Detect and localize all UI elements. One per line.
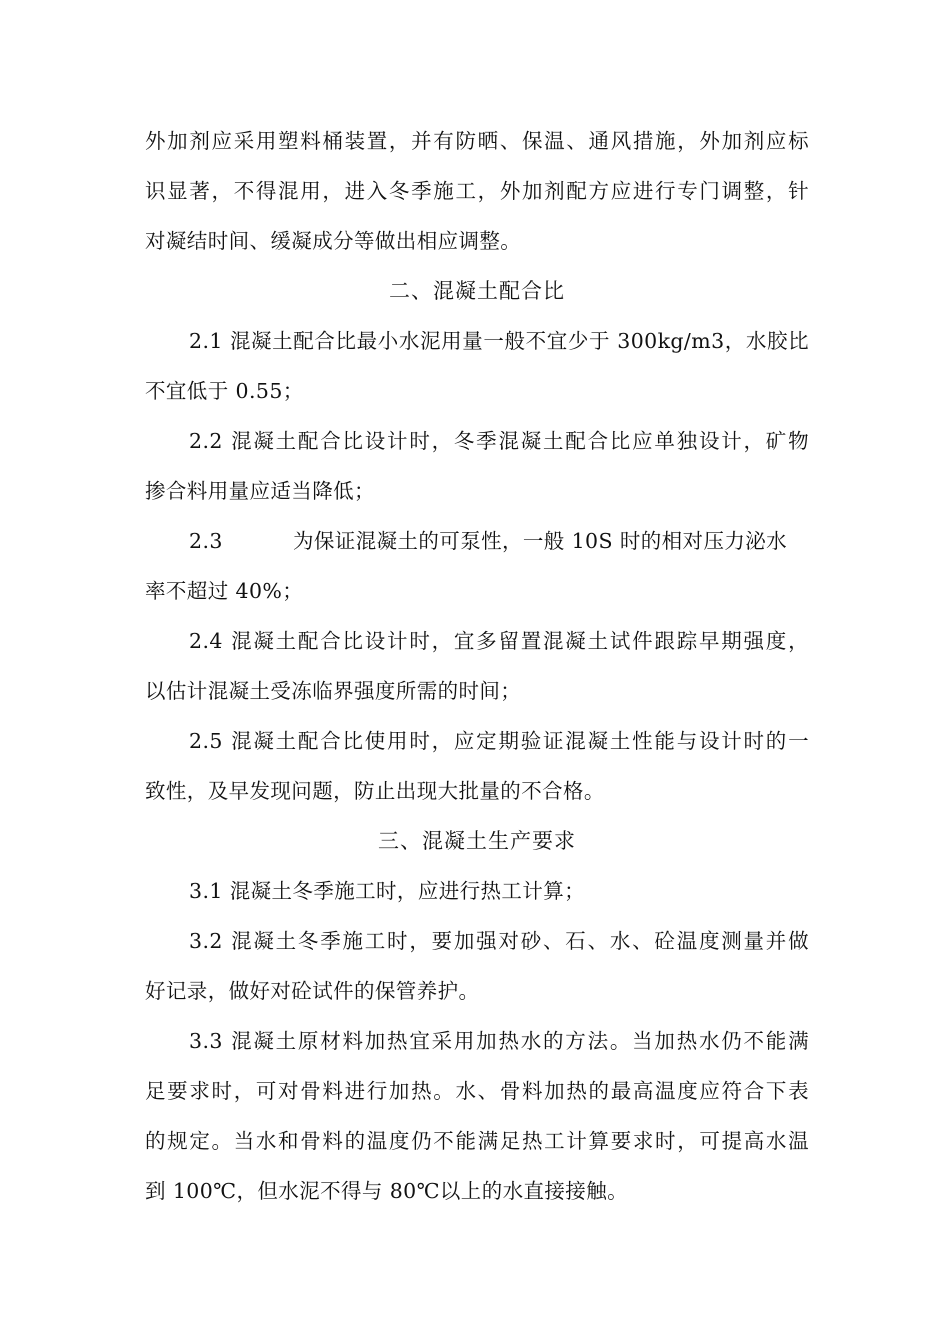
item-3-3-line-1: 3.3 混凝土原材料加热宜采用加热水的方法。当加热水仍不能满: [189, 1029, 809, 1053]
item-2-3-line-1: [145, 516, 809, 566]
item-2-2-line-2: 掺合料用量应适当降低；: [145, 479, 375, 503]
item-3-1-line-1: 3.1 混凝土冬季施工时，应进行热工计算；: [189, 879, 586, 903]
item-2-4-line-2: 以估计混凝土受冻临界强度所需的时间；: [145, 679, 522, 703]
item-2-3-line-2: 率不超过 40%；: [145, 579, 304, 603]
item-3-2-line-1: 3.2 混凝土冬季施工时，要加强对砂、石、水、砼温度测量并做: [189, 929, 809, 953]
item-2-1-line-2: 不宜低于 0.55；: [145, 379, 304, 403]
item-2-5-line-1: 2.5 混凝土配合比使用时，应定期验证混凝土性能与设计时的一: [189, 729, 809, 753]
intro-line-1: 外加剂应采用塑料桶装置，并有防晒、保温、通风措施，外加剂应标: [145, 129, 809, 153]
item-3-2-line-2: 好记录，做好对砼试件的保管养护。: [145, 979, 480, 1003]
section-2-heading: 二、混凝土配合比: [389, 279, 565, 303]
item-2-5-line-2: 致性，及早发现问题，防止出现大批量的不合格。: [145, 779, 605, 803]
item-3-3-line-2: 足要求时，可对骨料进行加热。水、骨料加热的最高温度应符合下表: [145, 1079, 809, 1103]
item-2-4-line-1: 2.4 混凝土配合比设计时，宜多留置混凝土试件跟踪早期强度，: [189, 629, 809, 653]
item-3-3-line-4: 到 100℃，但水泥不得与 80℃以上的水直接接触。: [145, 1179, 629, 1203]
section-3-heading: 三、混凝土生产要求: [378, 829, 576, 853]
item-2-3-number: 2.3: [189, 529, 223, 553]
item-2-3-text: 为保证混凝土的可泵性，一般 10S 时的相对压力泌水: [293, 529, 788, 553]
item-2-2-line-1: 2.2 混凝土配合比设计时，冬季混凝土配合比应单独设计，矿物: [189, 429, 809, 453]
intro-line-2: 识显著，不得混用，进入冬季施工，外加剂配方应进行专门调整，针: [145, 179, 809, 203]
item-2-1-line-1: 2.1 混凝土配合比最小水泥用量一般不宜少于 300kg/m3，水胶比: [189, 329, 809, 353]
document-page: [145, 116, 809, 1216]
item-3-3-line-3: 的规定。当水和骨料的温度仍不能满足热工计算要求时，可提高水温: [145, 1129, 809, 1153]
intro-line-3: 对凝结时间、缓凝成分等做出相应调整。: [145, 229, 522, 253]
